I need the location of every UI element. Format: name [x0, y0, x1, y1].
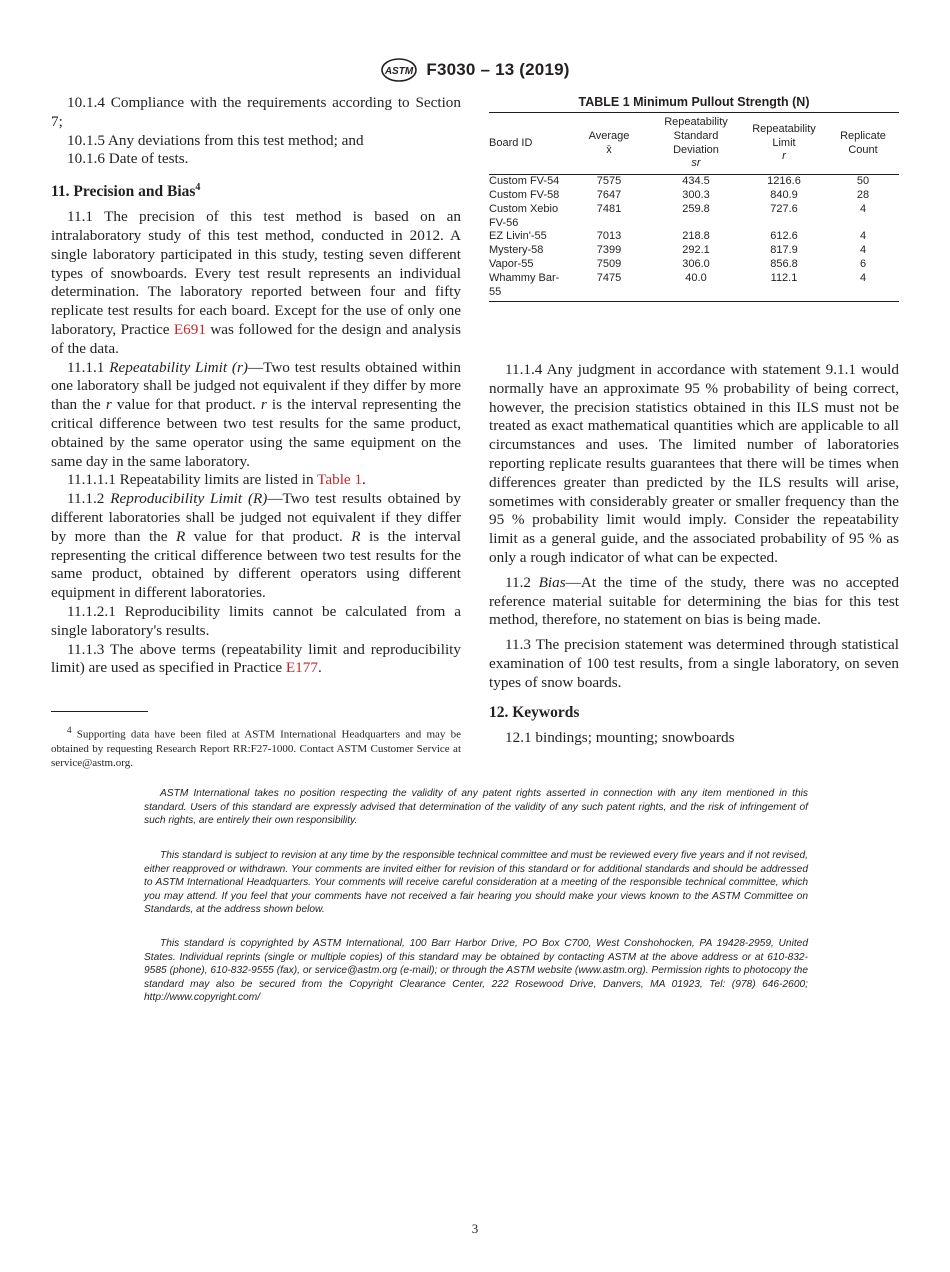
- pullout-strength-table: [489, 112, 899, 302]
- table-header-row: [489, 113, 899, 175]
- footnote-ref[interactable]: 4: [195, 182, 201, 194]
- section-12-heading: 12. Keywords: [489, 703, 580, 721]
- table-row: Custom FV-58 7647 300.3 840.9 28: [489, 188, 870, 201]
- e177-link[interactable]: E177: [285, 659, 318, 677]
- clause-10-1-5: 10.1.5 Any deviations from this test method; and: [67, 131, 364, 149]
- clause-11-1-2-1: 11.1.2.1 Reproducibility limits cannot be calculated from a single laboratory's results.: [51, 602, 461, 639]
- table-row: Vapor-55 7509 306.0 856.8 6: [489, 257, 867, 270]
- clause-10-1-6: 10.1.6 Date of tests.: [67, 150, 189, 168]
- clause-11-1: 11.1 The precision of this test method is based on an intralaboratory study of this test method, conducted in 2012. A single laboratory participated in this study, testing seven different types of snowboards. Every test result represents an individual determination. The laboratory reported between four and fifty replicate test results for each board. Except for the use of only one laboratory, Practice E691 was followed for the design and analysis of the data.: [51, 208, 461, 357]
- svg-text:ASTM: ASTM: [385, 66, 414, 77]
- document-id: F3030 – 13 (2019): [426, 60, 570, 79]
- table-1-link[interactable]: Table 1: [317, 471, 363, 489]
- page-header: [0, 56, 950, 84]
- header-board-id: Board ID: [489, 136, 533, 149]
- clause-11-1-3: 11.1.3 The above terms (repeatability limit and reproducibility limit) are used as specified in Practice E177.: [51, 640, 461, 677]
- header-std-dev: Repeatability Standard Deviation sr: [664, 116, 728, 170]
- right-column: [489, 361, 899, 747]
- footnote: $^4$ Supporting data have been filed at ASTM International Headquarters and may be obtained by requesting Research Report RR:F27-1000. Contact ASTM Customer Service at service@astm.org.: [51, 725, 461, 769]
- table-row: Custom Xebio FV-56 7481 259.8 727.6 4: [489, 202, 867, 229]
- footnote-divider: [51, 711, 148, 712]
- table-row: Mystery-58 7399 292.1 817.9 4: [489, 244, 867, 257]
- page-number: 3: [471, 1221, 479, 1236]
- left-column: [51, 94, 461, 678]
- table-row: EZ Livin'-55 7013 218.8 612.6 4: [489, 230, 867, 243]
- clause-11-3: 11.3 The precision statement was determined through statistical examination of 100 test results, from a single laboratory, on seven types of snow boards.: [489, 636, 899, 691]
- copyright-notice: This standard is copyrighted by ASTM International, 100 Barr Harbor Drive, PO Box C700, West Conshohocken, PA 19428-2959, United States. Individual reprints (single or multiple copies) of this standard may be obtained by contacting ASTM at the above address or at 610-832-9585 (phone), 610-832-9555 (fax), or service@astm.org (e-mail); or through the ASTM website (www.astm.org). Permission rights to photocopy the standard may also be secured from the Copyright Clearance Center, 222 Rosewood Drive, Danvers, MA 01923, Tel: (978) 646-2600; http://www.copyright.com/: [144, 938, 808, 1003]
- header-average: Average x̄: [588, 129, 630, 156]
- table-title: TABLE 1 Minimum Pullout Strength (N): [578, 95, 810, 109]
- clause-11-1-4: 11.1.4 Any judgment in accordance with statement 9.1.1 would normally have an approximate 95 % probability of being correct, however, the precision statistics obtained in this ILS must not be treated as exact mathematical quantities which are applicable to all circumstances and uses. The limited number of laboratories reporting replicate results guarantees that there will be times when differences greater than predicted by the ILS results will arise, sometimes with considerably greater or smaller frequency than the 95 % probability limit would imply. Consider the repeatability limit as a general guide, and the associated probability of 95 % as only a rough indicator of what can be expected.: [489, 361, 899, 566]
- section-11-heading: 11. Precision and Bias$^4$: [51, 182, 201, 201]
- clause-12-1: 12.1 bindings; mounting; snowboards: [505, 728, 735, 746]
- header-replicate-count: Replicate Count: [840, 129, 886, 156]
- table-row: Custom FV-54 7575 434.5 1216.6 50: [489, 175, 870, 188]
- table-row: Whammy Bar-55 7475 40.0 112.1 4: [489, 272, 899, 302]
- clause-11-1-2: 11.1.2 Reproducibility Limit (R)—Two test results obtained by different laboratories shall be judged not equivalent if they differ by more than the R value for that product. R is the interval representing the critical difference between two test results for the same product, obtained by different operators using different equipment in different laboratories.: [51, 490, 461, 602]
- revision-notice: This standard is subject to revision at any time by the responsible technical committee and must be reviewed every five years and if not revised, either reapproved or withdrawn. Your comments are invited either for revision of this standard or for additional standards and should be addressed to ASTM International Headquarters. Your comments will receive careful consideration at a meeting of the responsible technical committee, which you may attend. If you feel that your comments have not received a fair hearing you should make your views known to the ASTM Committee on Standards, at the address shown below.: [144, 850, 808, 915]
- astm-logo: [380, 58, 418, 82]
- clause-11-1-1: 11.1.1 Repeatability Limit (r)—Two test results obtained within one laboratory shall be judged not equivalent if they differ by more than the r value for that product. r is the interval representing the critical difference between two test results for the same product, obtained by the same operator using the same equipment on the same day in the same laboratory.: [51, 358, 462, 470]
- clause-10-1-4: 10.1.4 Compliance with the requirements according to Section 7;: [51, 94, 461, 130]
- clause-11-1-1-1: 11.1.1.1 Repeatability limits are listed in Table 1.: [67, 471, 366, 489]
- clause-11-2: 11.2 Bias—At the time of the study, there was no accepted reference material suitable for determining the bias for this test method, therefore, no statement on bias is being made.: [489, 573, 900, 629]
- header-repeat-limit: Repeatability Limit r: [752, 122, 816, 163]
- patent-notice: ASTM International takes no position respecting the validity of any patent rights asserted in connection with any item mentioned in this standard. Users of this standard are expressly advised that determination of the validity of any such patent rights, and the risk of infringement of such rights, are entirely their own responsibility.: [144, 788, 808, 826]
- e691-link[interactable]: E691: [173, 320, 206, 338]
